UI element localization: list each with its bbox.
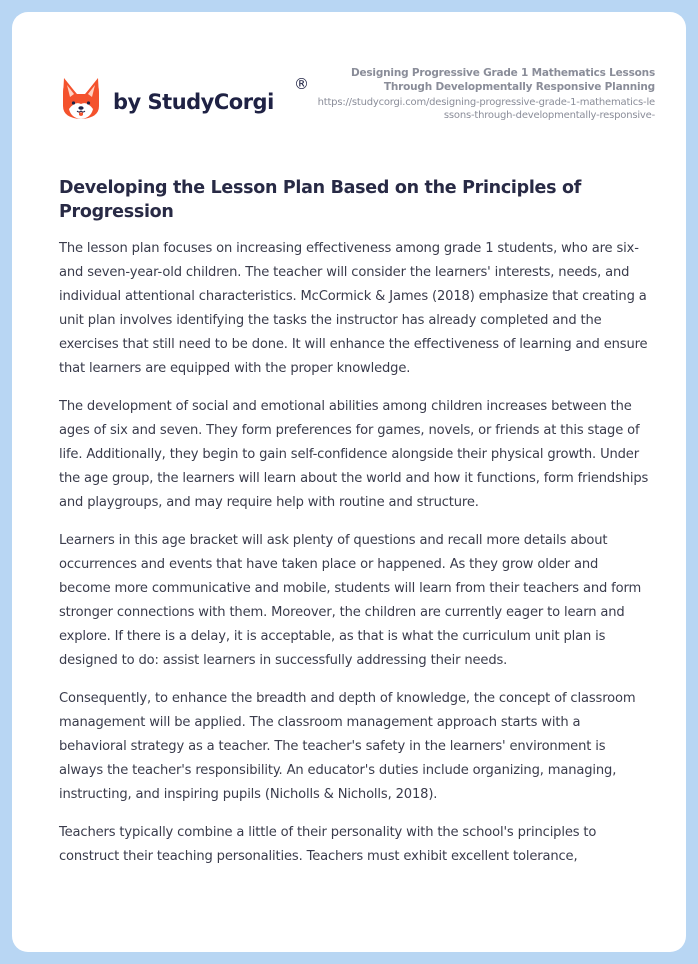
source-title: Designing Progressive Grade 1 Mathematics Lessons Through Developmentally Responsive Planning	[350, 67, 655, 93]
paragraph: Learners in this age bracket will ask plenty of questions and recall more details about occurrences and events that have taken place or happened. As they grow older and become more communicative and mobile, students will learn from their teachers and form stronger connections with them. Moreover, the children are currently eager to learn and explore. If there is a delay, it is acceptable, as that is what the curriculum unit plan is designed to do: assist learners in successfully addressing their needs.	[59, 533, 642, 668]
article-body	[59, 176, 649, 869]
document-header	[12, 12, 686, 142]
studycorgi-logo[interactable]	[61, 75, 309, 122]
registered-mark: ®	[294, 75, 309, 93]
paragraph: Teachers typically combine a little of their personality with the school's principles to construct their teaching personalities. Teachers must exhibit excellent tolerance,	[59, 825, 597, 864]
paragraph: Consequently, to enhance the breadth and depth of knowledge, the concept of classroom management will be applied. The classroom management approach starts with a behavioral strategy as a teacher. The teacher's safety in the learners' environment is always the teacher's responsibility. An educator's duties include organizing, managing, instructing, and inspiring pupils (Nicholls & Nicholls, 2018).	[59, 691, 636, 802]
paragraph: The lesson plan focuses on increasing effectiveness among grade 1 students, who are six- and seven-year-old children. The teacher will consider the learners' interests, needs, and individual attentional characteristics. McCormick & James (2018) emphasize that creating a unit plan involves identifying the tasks the instructor has already completed and the exercises that still need to be done. It will enhance the effectiveness of learning and ensure that learners are equipped with the proper knowledge.	[59, 241, 648, 376]
paragraph: The development of social and emotional abilities among children increases between the ages of six and seven. They form preferences for games, novels, or friends at this stage of life. Additionally, they begin to gain self-confidence alongside their physical growth. Under the age group, the learners will learn about the world and how it functions, form friendships and playgroups, and may require help with routine and structure.	[59, 399, 649, 510]
source-citation	[315, 66, 655, 122]
article-heading: Developing the Lesson Plan Based on the Principles of Progression	[59, 178, 582, 222]
corgi-head-icon	[61, 76, 101, 122]
source-url-link[interactable]: https://studycorgi.com/designing-progressive-grade-1-mathematics-lessons-through-developmentally-responsive-	[317, 97, 655, 121]
brand-name: by StudyCorgi	[113, 90, 274, 114]
document-card	[12, 12, 686, 952]
